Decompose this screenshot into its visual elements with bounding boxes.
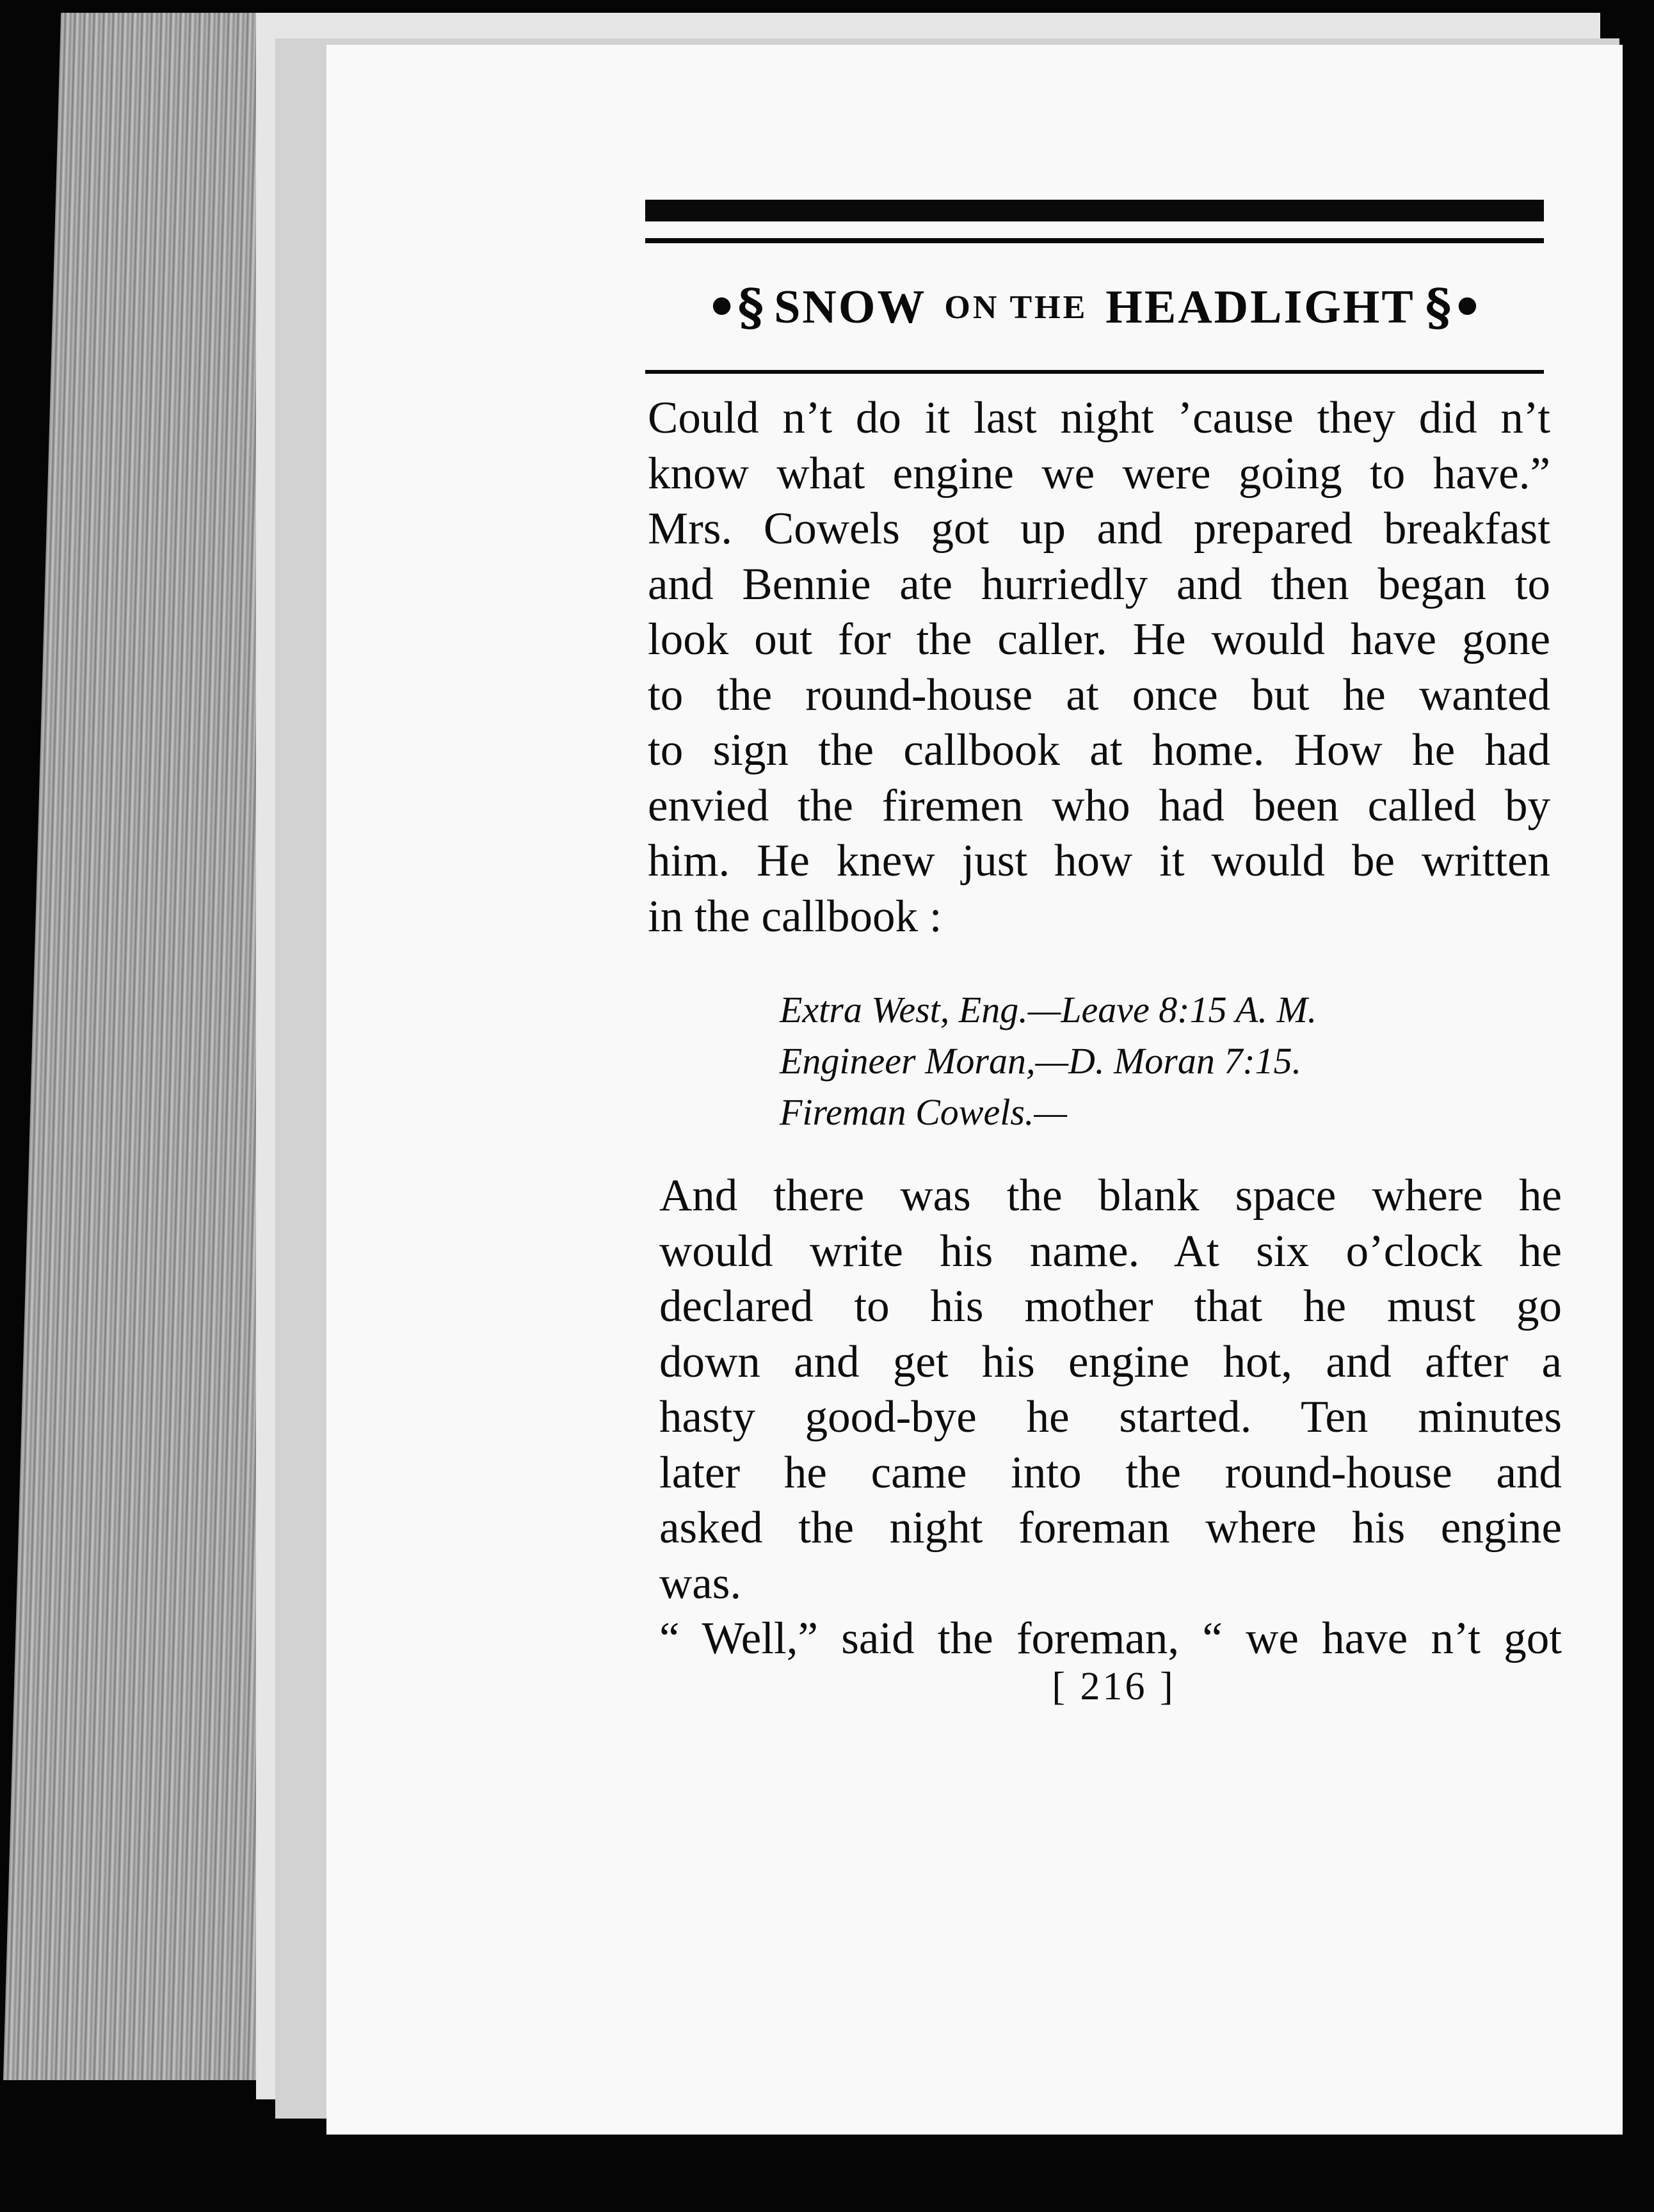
running-head-word-on-the: ON THE — [944, 289, 1088, 326]
callbook-line: Engineer Moran,—D. Moran 7:15. — [780, 1040, 1302, 1082]
text-line: envied the firemen who had been called by — [648, 780, 1550, 831]
callbook-line: Fireman Cowels.— — [780, 1091, 1067, 1133]
text-line: to the round-house at once but he wanted — [648, 669, 1550, 720]
page-number: [ 216 ] — [1052, 1665, 1176, 1708]
text-line: “ Well,” said the foreman, “ we have n’t got — [659, 1614, 1562, 1663]
text-line: in the callbook : — [648, 891, 942, 942]
header-double-rule — [645, 238, 1544, 243]
running-head — [645, 269, 1544, 346]
running-head-word-snow: SNOW — [774, 280, 927, 333]
text-line: to sign the callbook at home. How he had — [648, 725, 1550, 775]
text-line: asked the night foreman where his engine — [659, 1503, 1562, 1553]
header-bottom-rule — [645, 370, 1544, 374]
text-line: him. He knew just how it would be written — [648, 836, 1550, 886]
callbook-line: Extra West, Eng.—Leave 8:15 A. M. — [780, 989, 1317, 1030]
left-ornament-icon: •§ — [705, 278, 764, 337]
text-line: And there was the blank space where he — [659, 1171, 1562, 1221]
text-line: know what engine we were going to have.” — [648, 448, 1550, 499]
running-head-word-headlight: HEADLIGHT — [1105, 280, 1415, 333]
paragraph-2 — [659, 1168, 1562, 1667]
right-ornament-icon: §• — [1425, 278, 1484, 337]
text-line: declared to his mother that he must go — [659, 1281, 1562, 1331]
text-line: later he came into the round-house and — [659, 1447, 1562, 1498]
header-thick-rule — [645, 200, 1544, 221]
callbook-entry — [780, 984, 1484, 1138]
text-line: Mrs. Cowels got up and prepared breakfast — [648, 504, 1550, 554]
text-line: and Bennie ate hurriedly and then began to — [648, 559, 1550, 609]
text-line: Could n’t do it last night ’cause they did n’t — [648, 393, 1550, 443]
text-line: look out for the caller. He would have gone — [648, 614, 1550, 664]
text-line: down and get his engine hot, and after a — [659, 1336, 1562, 1387]
text-line: would write his name. At six o’clock he — [659, 1226, 1562, 1276]
text-line: hasty good-bye he started. Ten minutes — [659, 1392, 1562, 1442]
paragraph-1 — [648, 390, 1550, 944]
text-line: was. — [659, 1558, 742, 1608]
